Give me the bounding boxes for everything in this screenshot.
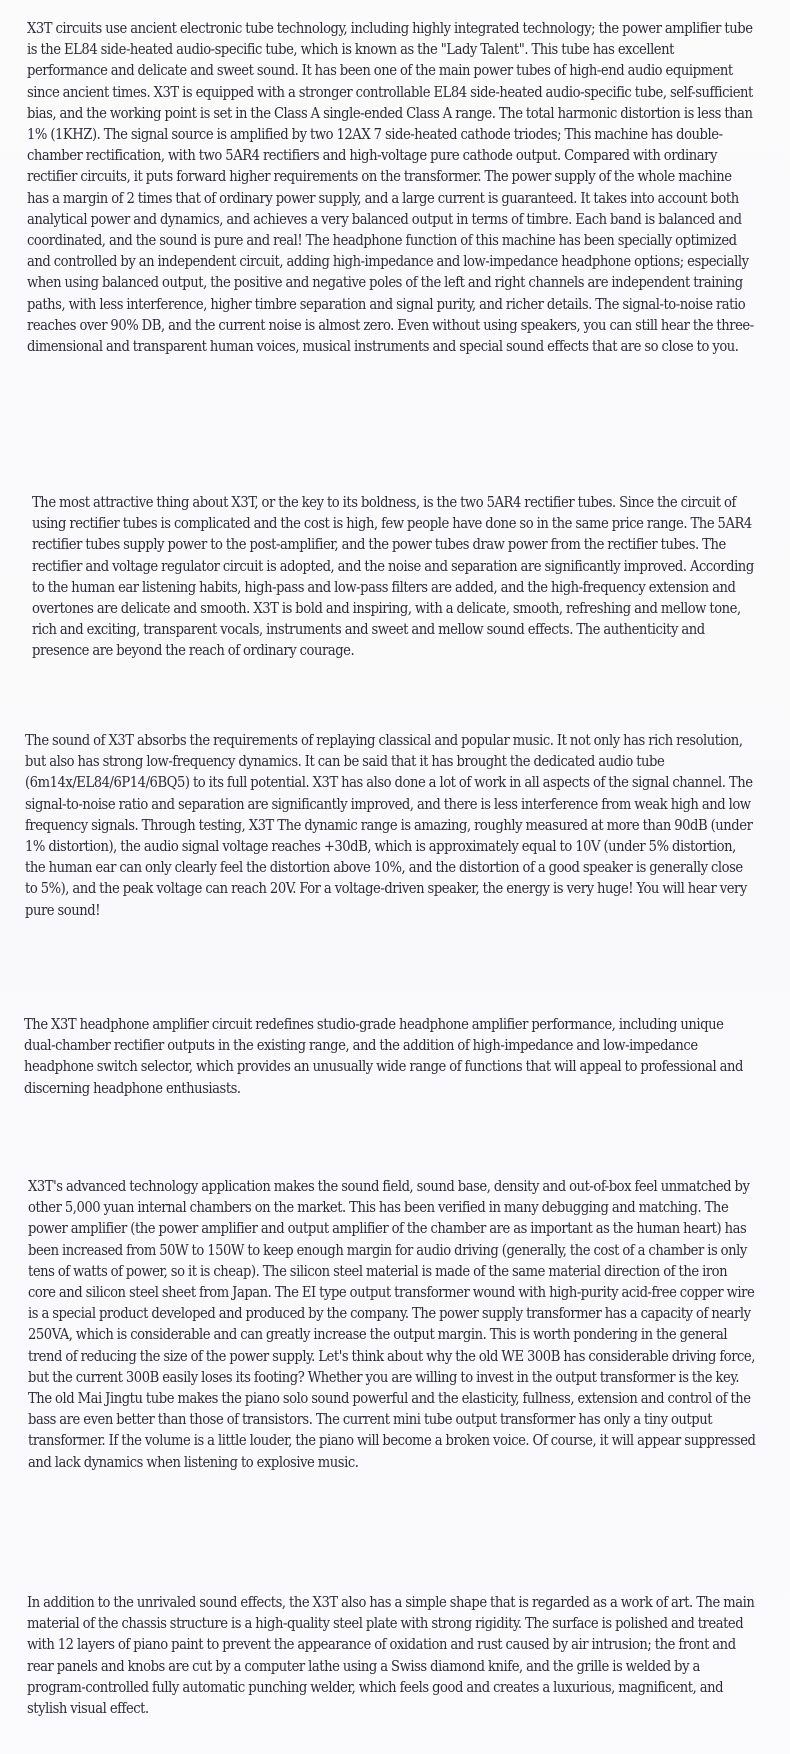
paragraph-sound-dynamics: The sound of X3T absorbs the requirements of replaying classical and popular music. It not only has rich resolution, but also has strong low-frequency dynamics. It can be said that it has brought the dedicated audio tube (6m14x/EL84/6P14/6BQ5) to its full potential. X3T has also done a lot of work in all aspects of the signal channel. The signal-to-noise ratio and separation are significantly improved, and there is less interference from weak high and low frequency signals. Through testing, X3T The dynamic range is amazing, roughly measured at more than 90dB (under 1% distortion), the audio signal voltage reaches +30dB, which is approximately equal to 10V (under 5% distortion, the human ear can only clearly feel the distortion above 10%, and the distortion of a good speaker is generally close to 5%), and the peak voltage can reach 20V. For a voltage-driven speaker, the energy is very huge! You will hear very pure sound! [25, 732, 753, 919]
paragraph-tube-technology: X3T circuits use ancient electronic tube technology, including highly integrated technology; the power amplifier tube is the EL84 side-heated audio-specific tube, which is known as the "Lady Talent". This tube has excellent performance and delicate and sweet sound. It has been one of the main power tubes of high-end audio equipment since ancient times. X3T is equipped with a stronger controllable EL84 side-heated audio-specific tube, self-sufficient bias, and the working point is set in the Class A single-ended Class A range. The total harmonic distortion is less than 1% (1KHZ). The signal source is amplified by two 12AX 7 side-heated cathode triodes; This machine has double-chamber rectification, with two 5AR4 rectifiers and high-voltage pure cathode output. Compared with ordinary rectifier circuits, it puts forward higher requirements on the transformer. The power supply of the whole machine has a margin of 2 times that of ordinary power supply, and a large current is guaranteed. It takes into account both analytical power and dynamics, and achieves a very balanced output in terms of timbre. Each band is balanced and coordinated, and the sound is pure and real! The headphone function of this machine has been specially optimized and controlled by an independent circuit, adding high-impedance and low-impedance headphone options; especially when using balanced output, the positive and negative poles of the left and right channels are independent training paths, with less interference, higher timbre separation and signal purity, and richer details. The signal-to-noise ratio reaches over 90% DB, and the current noise is almost zero. Even without using speakers, you can still hear the three-dimensional and transparent human voices, musical instruments and special sound effects that are so close to you. [27, 20, 754, 356]
paragraph-headphone-amplifier: The X3T headphone amplifier circuit redefines studio-grade headphone amplifier performance, including unique dual-chamber rectifier outputs in the existing range, and the addition of high-impedance and low-impedance headphone switch selector, which provides an unusually wide range of functions that will appeal to professional and discerning headphone enthusiasts. [24, 1016, 743, 1097]
paragraph-advanced-technology: X3T's advanced technology application makes the sound field, sound base, density and out-of-box feel unmatched by other 5,000 yuan internal chambers on the market. This has been verified in many debugging and matching. The power amplifier (the power amplifier and output amplifier of the chamber are as important as the human heart) has been increased from 50W to 150W to keep enough margin for audio driving (generally, the cost of a chamber is only tens of watts of power, so it is cheap). The silicon steel material is made of the same material direction of the iron core and silicon steel sheet from Japan. The EI type output transformer wound with high-purity acid-free copper wire is a special product developed and produced by the company. The power supply transformer has a capacity of nearly 250VA, which is considerable and can greatly increase the output margin. This is worth pondering in the general trend of reducing the size of the power supply. Let's think about why the old WE 300B has considerable driving force, but the current 300B easily loses its footing? Whether you are willing to invest in the output transformer is the key. The old Mai Jingtu tube makes the piano solo sound powerful and the elasticity, fullness, extension and control of the bass are even better than those of transistors. The current mini tube output transformer has only a tiny output transformer. If the volume is a little louder, the piano will become a broken voice. Of course, it will appear suppressed and lack dynamics when listening to explosive music. [28, 1178, 756, 1471]
paragraph-rectifier-tubes: The most attractive thing about X3T, or the key to its boldness, is the two 5AR4 rectifier tubes. Since the circuit of using rectifier tubes is complicated and the cost is high, few people have done so in the same price range. The 5AR4 rectifier tubes supply power to the post-amplifier, and the power tubes draw power from the rectifier tubes. The rectifier and voltage regulator circuit is adopted, and the noise and separation are significantly improved. According to the human ear listening habits, high-pass and low-pass filters are added, and the high-frequency extension and overtones are delicate and smooth. X3T is bold and inspiring, with a delicate, smooth, refreshing and mellow tone, rich and exciting, transparent vocals, instruments and sweet and mellow sound effects. The authenticity and presence are beyond the reach of ordinary courage. [32, 494, 754, 660]
paragraph-chassis-design: In addition to the unrivaled sound effects, the X3T also has a simple shape that is regarded as a work of art. The main material of the chassis structure is a high-quality steel plate with strong rigidity. The surface is polished and treated with 12 layers of piano paint to prevent the appearance of oxidation and rust caused by air intrusion; the front and rear panels and knobs are cut by a computer lathe using a Swiss diamond knife, and the grille is welded by a program-controlled fully automatic punching welder, which feels good and creates a luxurious, magnificent, and stylish visual effect. [27, 1594, 755, 1718]
